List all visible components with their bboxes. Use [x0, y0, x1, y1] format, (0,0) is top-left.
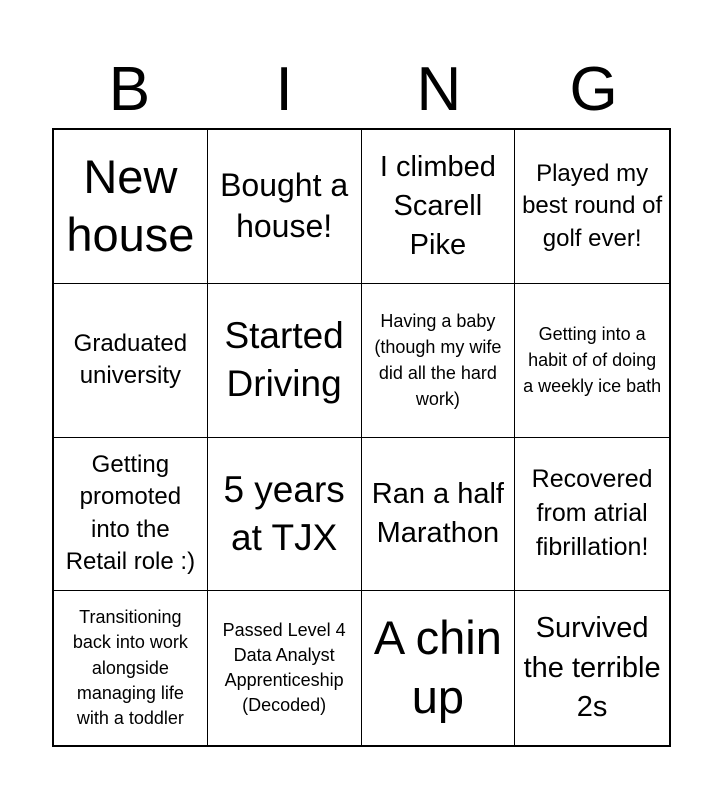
bingo-cell[interactable]: [515, 438, 669, 592]
cell-text: Graduated university: [73, 329, 188, 390]
cell-text: Transitioning back into work alongside managing life with a toddler: [72, 607, 188, 728]
cell-text: 5 years at TJX: [223, 468, 345, 558]
bingo-cell[interactable]: [54, 591, 208, 745]
title-letter-b: B: [108, 55, 151, 124]
title-letter-n: N: [416, 55, 462, 124]
cell-text: I climbed Scarell Pike: [379, 150, 496, 261]
bingo-cell[interactable]: [515, 284, 669, 438]
cell-text: Getting into a habit of of doing a weekly ice bath: [523, 323, 662, 397]
bingo-cell[interactable]: [515, 591, 669, 745]
cell-text: Recovered from atrial fibrillation!: [531, 465, 653, 561]
cell-text: Played my best round of golf ever!: [522, 159, 663, 252]
bingo-cell[interactable]: [208, 438, 362, 592]
cell-text: Having a baby (though my wife did all the hard work): [374, 310, 502, 410]
cell-text: Getting promoted into the Retail role :): [65, 451, 196, 576]
title-letter-g: G: [569, 55, 618, 124]
cell-text: Ran a half Marathon: [371, 477, 504, 549]
cell-text: Survived the terrible 2s: [523, 612, 661, 723]
cell-text: Bought a house!: [220, 167, 349, 245]
cell-text: New house: [66, 149, 195, 262]
bingo-board: [52, 128, 671, 747]
bingo-cell[interactable]: [54, 438, 208, 592]
cell-text: A chin up: [373, 611, 502, 724]
bingo-cell[interactable]: [515, 130, 669, 284]
bingo-cell[interactable]: [362, 130, 516, 284]
bingo-cell[interactable]: [54, 284, 208, 438]
bingo-cell[interactable]: [362, 284, 516, 438]
bingo-cell[interactable]: [362, 438, 516, 592]
bingo-cell[interactable]: [208, 130, 362, 284]
cell-text: Passed Level 4 Data Analyst Apprenticeship (Decoded): [222, 619, 346, 716]
bingo-title: [52, 52, 671, 128]
bingo-cell[interactable]: [362, 591, 516, 745]
bingo-cell[interactable]: [208, 591, 362, 745]
title-letter-i: I: [275, 55, 293, 124]
bingo-cell[interactable]: [54, 130, 208, 284]
bingo-cell[interactable]: [208, 284, 362, 438]
cell-text: Started Driving: [224, 315, 344, 405]
